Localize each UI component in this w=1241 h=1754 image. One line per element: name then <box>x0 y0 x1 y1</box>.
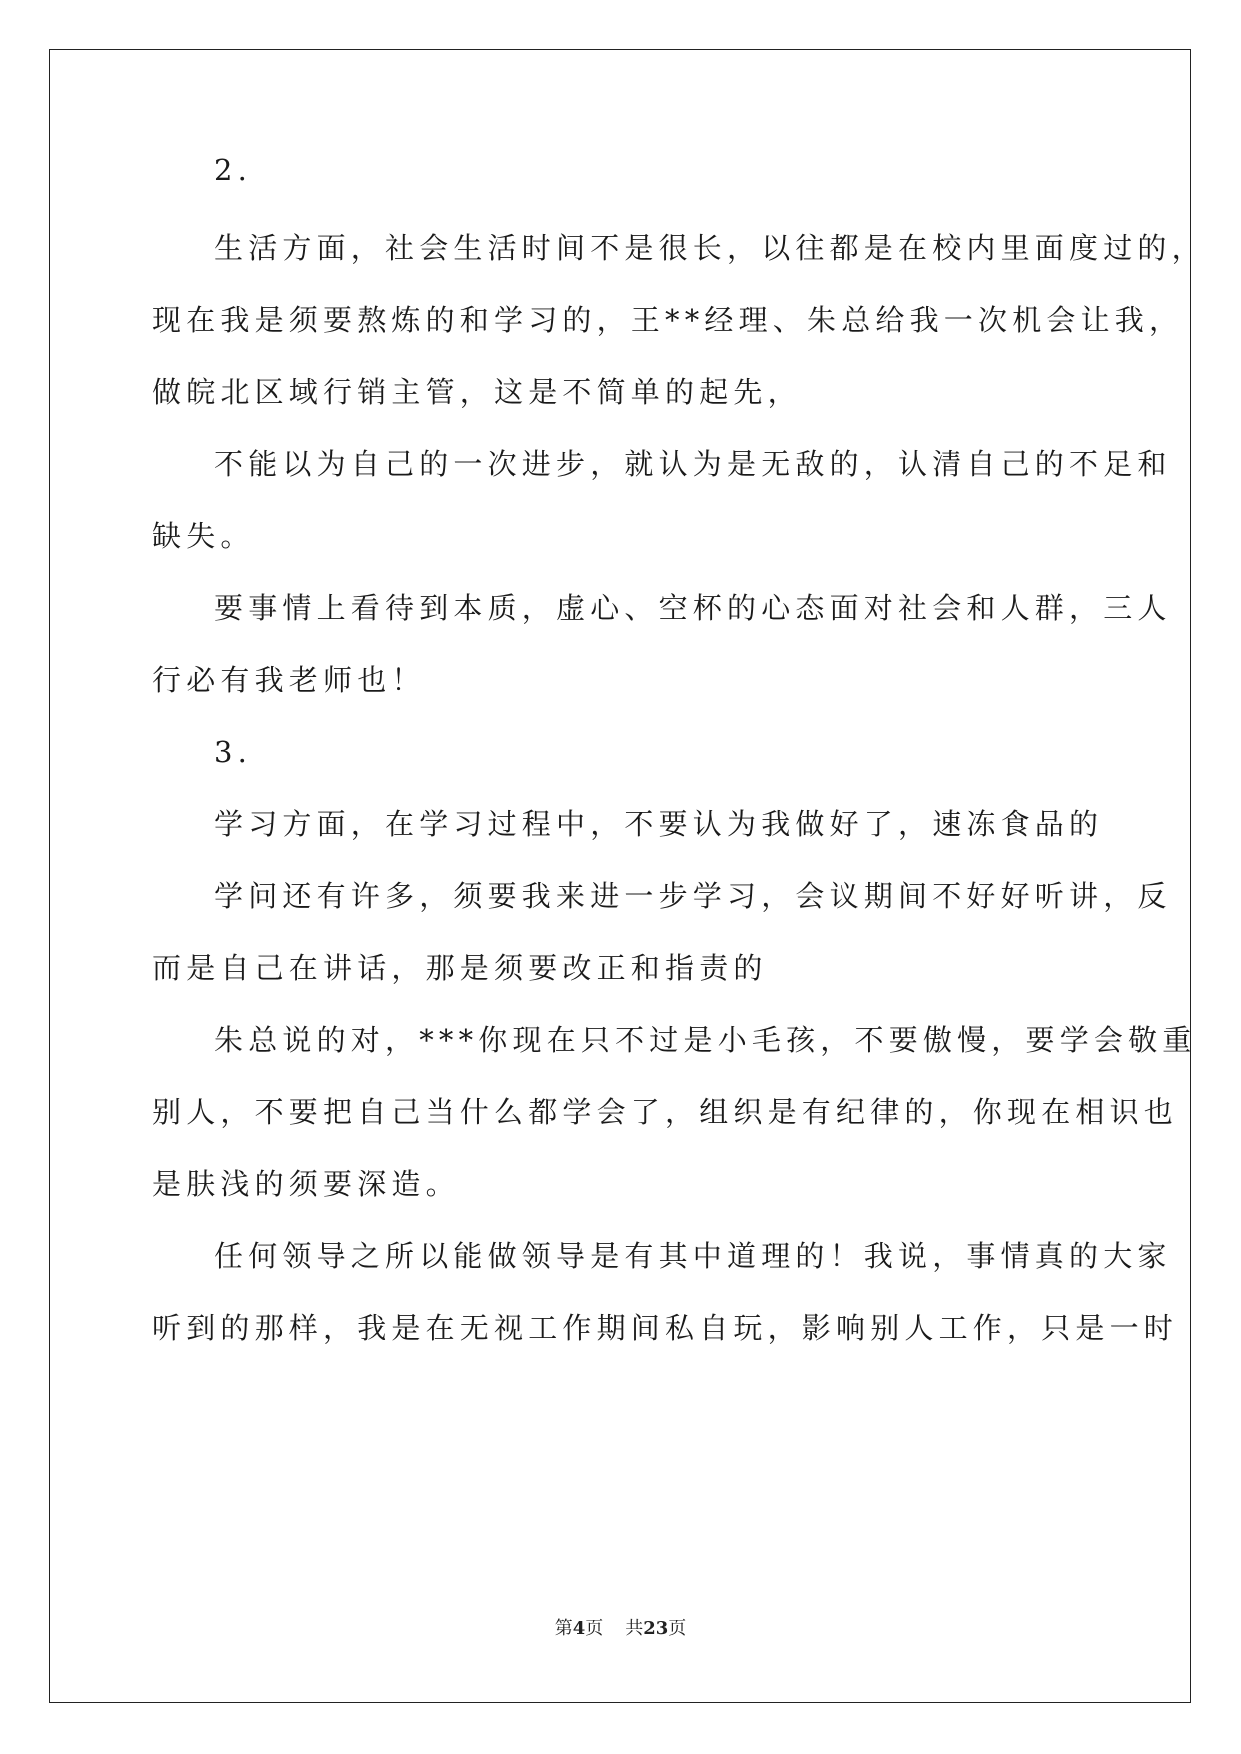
page-prefix: 第 <box>554 1618 573 1639</box>
total-prefix: 共 <box>625 1618 644 1639</box>
paragraph-line: 学问还有许多，须要我来进一步学习，会议期间不好好听讲，反 <box>214 879 1172 913</box>
paragraph-line: 任何领导之所以能做领导是有其中道理的！我说，事情真的大家 <box>214 1239 1172 1273</box>
paragraph-line: 行必有我老师也！ <box>152 663 426 697</box>
paragraph-line: 学习方面，在学习过程中，不要认为我做好了，速冻食品的 <box>214 807 1104 841</box>
paragraph-line: 缺失。 <box>152 519 255 553</box>
page-suffix: 页 <box>585 1618 604 1639</box>
paragraph-line: 别人，不要把自己当什么都学会了，组织是有纪律的，你现在相识也 <box>152 1095 1179 1129</box>
paragraph-line: 听到的那样，我是在无视工作期间私自玩，影响别人工作，只是一时 <box>152 1311 1179 1345</box>
paragraph-line: 要事情上看待到本质，虚心、空杯的心态面对社会和人群，三人 <box>214 591 1172 625</box>
paragraph-line: 做皖北区域行销主管，这是不简单的起先， <box>152 375 802 409</box>
paragraph-line: 3. <box>214 735 253 769</box>
paragraph-line: 现在我是须要熬炼的和学习的，王**经理、朱总给我一次机会让我， <box>152 303 1184 337</box>
page-footer <box>0 1614 1241 1640</box>
paragraph-line: 2. <box>214 153 253 187</box>
paragraph-line: 是肤浅的须要深造。 <box>152 1167 460 1201</box>
page-number: 4 <box>572 1618 586 1639</box>
paragraph-line: 朱总说的对，***你现在只不过是小毛孩，不要傲慢，要学会敬重 <box>214 1023 1197 1057</box>
total-pages: 23 <box>643 1618 669 1639</box>
paragraph-line: 不能以为自己的一次进步，就认为是无敌的，认清自己的不足和 <box>214 447 1172 481</box>
total-suffix: 页 <box>668 1618 687 1639</box>
paragraph-line: 生活方面，社会生活时间不是很长，以往都是在校内里面度过的， <box>214 231 1206 265</box>
paragraph-line: 而是自己在讲话，那是须要改正和指责的 <box>152 951 768 985</box>
